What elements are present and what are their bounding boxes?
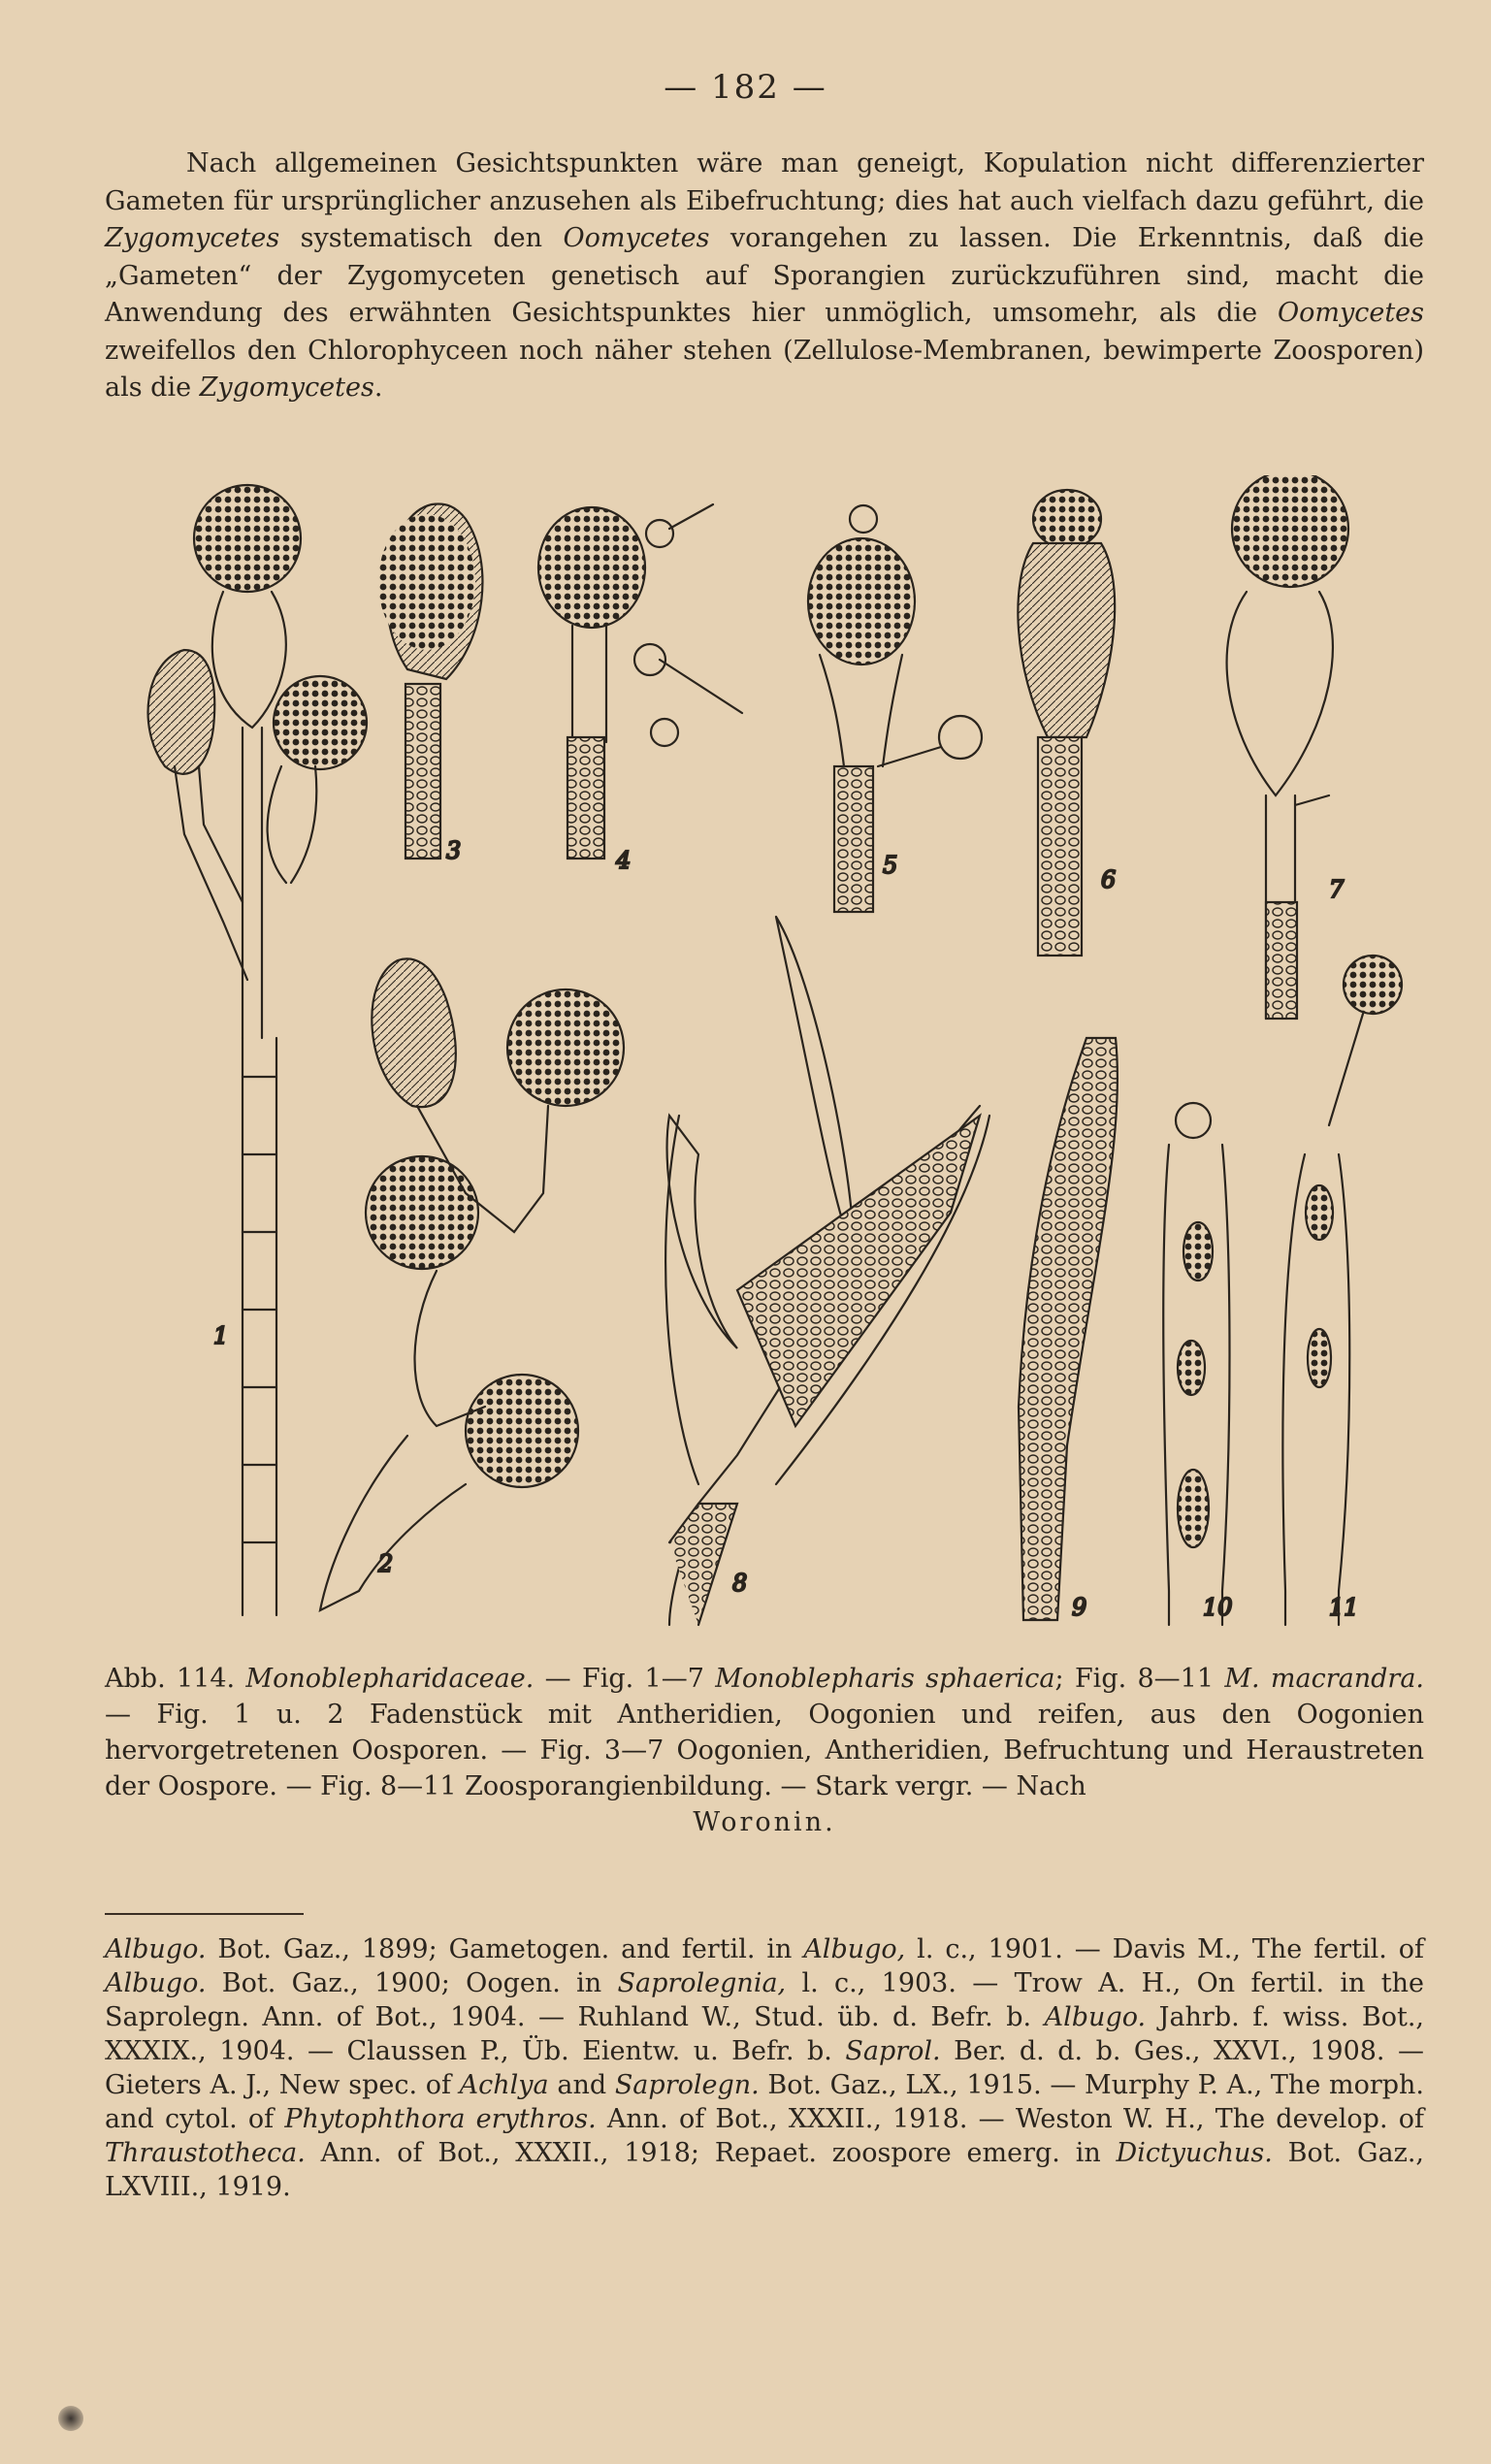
- ref-text: Bot. Gaz., LXVIII., 1919.: [105, 2138, 1424, 2202]
- figure-illustration: [116, 475, 1416, 1639]
- fig-4-drawing: [538, 504, 742, 859]
- fig-3-drawing: [378, 504, 482, 859]
- references: [105, 1932, 1424, 2204]
- footnote-divider: [105, 1913, 304, 1915]
- taxon-oomycetes: Oomycetes: [563, 223, 710, 253]
- ref-text: Bot. Gaz., 1900; Oogen. in: [206, 1968, 618, 1998]
- intro-text: [105, 146, 1424, 407]
- ref-taxon: Saprolegnia,: [617, 1968, 787, 1998]
- fig-1-drawing: [148, 485, 367, 1615]
- caption-figure-number: Abb. 114.: [105, 1664, 246, 1694]
- ref-text: Ann. of Bot., XXXII., 1918; Repaet. zoospore emerg. in: [305, 2138, 1117, 2168]
- ref-taxon: Albugo.: [105, 1934, 207, 1964]
- fig-label-5: 5: [883, 852, 898, 879]
- fig-label-3: 3: [446, 837, 462, 864]
- fig-label-7: 7: [1329, 876, 1345, 903]
- intro-text-1: Nach allgemeinen Gesichtspunkten wäre man geneigt, Kopulation nicht differenzierter Gameten für ursprünglicher anzusehen als Eibefruchtung; dies hat auch vielfach dazu geführt, die: [105, 148, 1424, 216]
- taxon-oomycetes: Oomycetes: [1277, 298, 1424, 328]
- caption-text-2: ; Fig. 8—11: [1054, 1664, 1225, 1694]
- ink-blot-decoration: [58, 2406, 83, 2431]
- fig-label-10: 10: [1203, 1594, 1233, 1621]
- fig-8-drawing: [665, 917, 989, 1625]
- ref-taxon: Thraustotheca.: [105, 2138, 306, 2168]
- fig-9-drawing: [1019, 1038, 1118, 1620]
- fig-7-drawing: [1227, 475, 1348, 1019]
- caption-species-2: M. macrandra.: [1224, 1664, 1425, 1694]
- ref-taxon: Dictyuchus.: [1116, 2138, 1273, 2168]
- ref-text: Bot. Gaz., 1899; Gametogen. and fertil. in: [206, 1934, 804, 1964]
- ref-taxon: Achlya: [459, 2070, 549, 2100]
- ref-taxon: Albugo.: [1044, 2002, 1147, 2032]
- ref-text: Ann. of Bot., XXXII., 1918. — Weston W. H., The develop. of: [596, 2104, 1424, 2134]
- caption-author: Woronin.: [693, 1807, 836, 1837]
- caption-text-3: — Fig. 1 u. 2 Fadenstück mit Antheridien, Oogonien und reifen, aus den Oogonien hervorgetretenen Oosporen. — Fig. 3—7 Oogonien, Antheridien, Befruchtung und Heraustreten der Oospore. — Fig. 8—11 Zoosporangienbildung. — Stark vergr. — Nach: [105, 1700, 1424, 1801]
- ref-text: Bot. Gaz., LX., 1915. — Murphy P. A., The morph. and cytol. of: [105, 2070, 1425, 2134]
- ref-text: l. c., 1903. — Trow A. H., On fertil. in the Saprolegn. Ann. of Bot., 1904. — Ruhland W., Stud. üb. d. Befr. b.: [105, 1968, 1424, 2032]
- fig-label-8: 8: [732, 1570, 748, 1597]
- ref-taxon: Phytophthora erythros.: [284, 2104, 597, 2134]
- caption-text-1: — Fig. 1—7: [534, 1664, 716, 1694]
- ref-taxon: Albugo.: [105, 1968, 207, 1998]
- fig-2-drawing: [320, 958, 624, 1610]
- taxon-zygomycetes: Zygomycetes: [105, 223, 280, 253]
- fig-10-drawing: [1163, 1103, 1229, 1625]
- taxon-zygomycetes: Zygomycetes: [199, 373, 374, 403]
- intro-text-4: zweifellos den Chlorophyceen noch näher stehen (Zellulose-Membranen, bewimperte Zoosporen) als die: [105, 335, 1424, 403]
- fig-label-6: 6: [1101, 866, 1117, 893]
- ref-text: and: [548, 2070, 615, 2100]
- intro-text-2: systematisch den: [279, 223, 564, 253]
- fig-label-1: 1: [213, 1322, 229, 1349]
- intro-paragraph: [105, 146, 1424, 407]
- page-number: — 182 —: [664, 68, 827, 107]
- fig-label-4: 4: [616, 847, 632, 874]
- ref-text: Ber. d. d. b. Ges., XXVI., 1908. — Gieters A. J., New spec. of: [105, 2036, 1424, 2100]
- caption-species-1: Monoblepharis sphaerica: [715, 1664, 1055, 1694]
- figure-114: [116, 475, 1416, 1639]
- ref-taxon: Saprol.: [845, 2036, 941, 2066]
- figure-caption: [105, 1661, 1424, 1840]
- caption-family: Monoblepharidaceae.: [245, 1664, 535, 1694]
- intro-text-5: .: [373, 373, 383, 403]
- fig-label-11: 11: [1329, 1594, 1359, 1621]
- fig-11-drawing: [1282, 956, 1402, 1625]
- intro-text-3: vorangehen zu lassen. Die Erkenntnis, daß die „Gameten“ der Zygomyceten genetisch auf Sporangien zurückzuführen sind, macht die Anwendung des erwähnten Gesichtspunktes hier unmöglich, umsomehr, als die: [105, 223, 1424, 328]
- ref-text: Jahrb. f. wiss. Bot., XXXIX., 1904. — Claussen P., Üb. Eientw. u. Befr. b.: [105, 2002, 1424, 2066]
- ref-taxon: Saprolegn.: [614, 2070, 760, 2100]
- ref-taxon: Albugo,: [803, 1934, 906, 1964]
- ref-text: l. c., 1901. — Davis M., The fertil. of: [905, 1934, 1424, 1964]
- fig-label-2: 2: [378, 1550, 394, 1577]
- fig-label-9: 9: [1072, 1594, 1087, 1621]
